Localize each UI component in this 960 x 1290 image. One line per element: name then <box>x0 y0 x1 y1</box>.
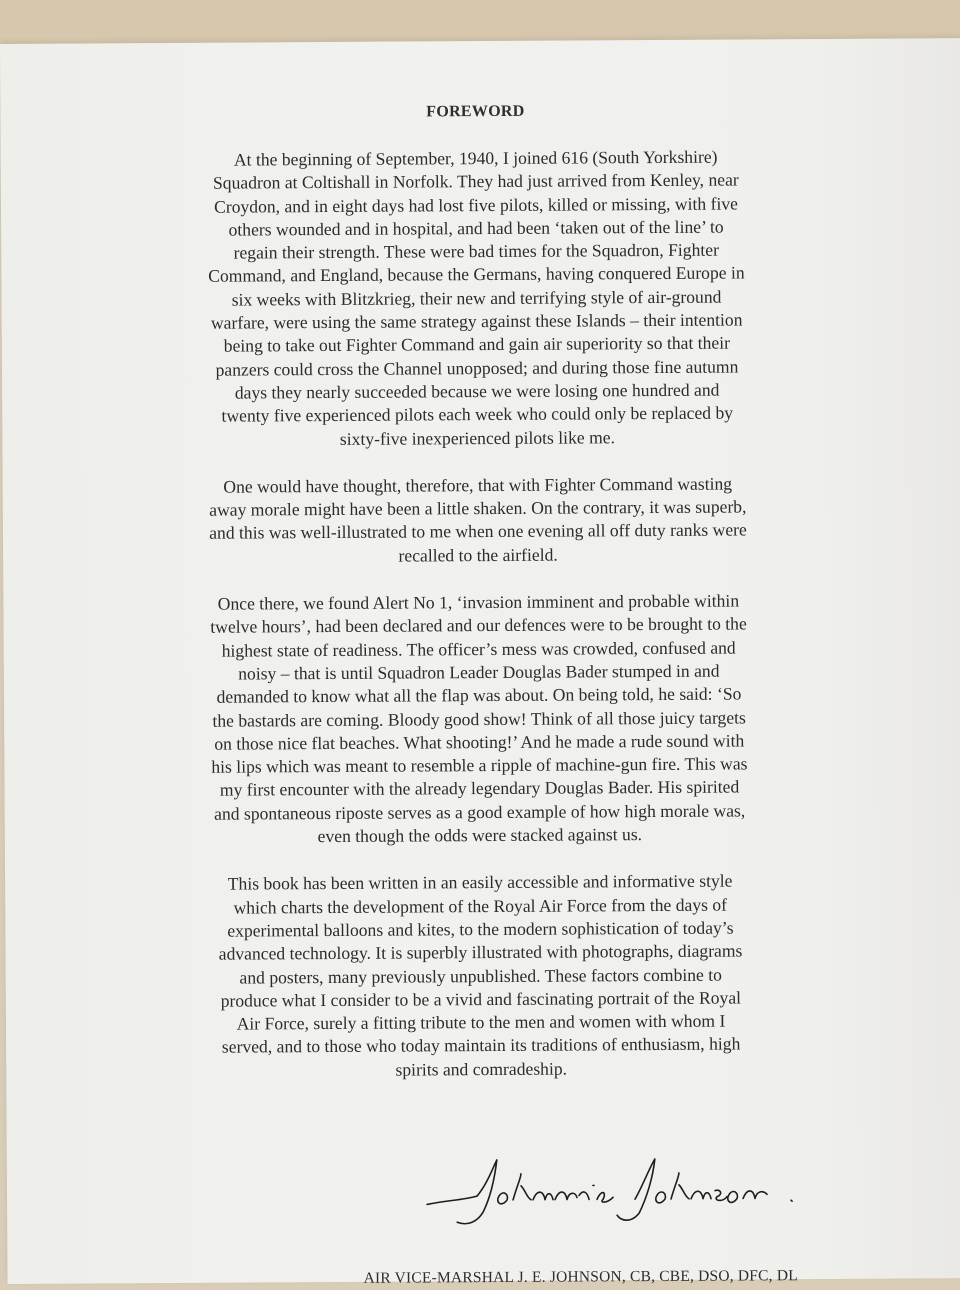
text-line: noisy – that is until Squadron Leader Douglas Bader stumped in and <box>238 660 720 684</box>
text-line: experimental balloons and kites, to the modern sophistication of today’s <box>227 917 734 941</box>
text-line: and spontaneous riposte serves as a good example of how high morale was, <box>214 800 746 824</box>
text-line: others wounded and in hospital, and had been ‘taken out of the line’ to <box>228 216 724 240</box>
foreword-paragraph <box>153 472 804 569</box>
text-line: Croydon, and in eight days had lost five pilots, killed or missing, with five <box>213 193 738 217</box>
text-line: which charts the development of the Royal Air Force from the days of <box>233 894 728 918</box>
foreword-heading: FOREWORD <box>426 102 525 121</box>
text-line: This book has been written in an easily accessible and informative style <box>227 870 733 894</box>
text-line: Air Force, surely a fitting tribute to the men and women with whom I <box>236 1010 726 1034</box>
foreword-body <box>151 145 807 1083</box>
text-line: being to take out Fighter Command and gain air superiority so that their <box>223 332 731 357</box>
text-line: Once there, we found Alert No 1, ‘invasion imminent and probable within <box>217 590 740 614</box>
text-line: recalled to the airfield. <box>398 544 558 566</box>
text-line: on those nice flat beaches. What shooting!’ And he made a rude sound with <box>214 730 745 754</box>
text-line: produce what I consider to be a vivid and fascinating portrait of the Royal <box>220 987 742 1011</box>
foreword-content <box>150 101 806 1107</box>
text-line: away morale might have been a little shaken. On the contrary, it was superb, <box>209 496 747 520</box>
text-line: warfare, were using the same strategy against these Islands – their intention <box>210 309 743 333</box>
foreword-paragraph <box>151 145 803 452</box>
text-line: and posters, many previously unpublished. These factors combine to <box>239 964 722 988</box>
text-line: served, and to those who today maintain its traditions of enthusiasm, high <box>221 1033 741 1058</box>
foreword-paragraph <box>155 869 806 1083</box>
text-line: Command, and England, because the Germans, having conquered Europe in <box>208 262 745 287</box>
text-line: even though the odds were stacked against us. <box>317 824 643 847</box>
text-line: spirits and comradeship. <box>395 1058 568 1080</box>
text-line: One would have thought, therefore, that with Fighter Command wasting <box>223 473 733 497</box>
text-line: panzers could cross the Channel unopposed; and during those fine autumn <box>215 356 739 380</box>
text-line: highest state of readiness. The officer’s mess was crowded, confused and <box>221 637 736 661</box>
text-line: his lips which was meant to resemble a ripple of machine-gun fire. This was <box>211 753 748 777</box>
text-line: At the beginning of September, 1940, I joined 616 (South Yorkshire) <box>233 146 718 170</box>
text-line: six weeks with Blitzkrieg, their new and terrifying style of air-ground <box>231 286 722 310</box>
text-line: twenty five experienced pilots each week who could only be replaced by <box>221 402 734 426</box>
author-attribution: AIR VICE-MARSHAL J. E. JOHNSON, CB, CBE, DSO, DFC, DL <box>363 1267 798 1287</box>
text-line: and this was well-illustrated to me when one evening all off duty ranks were <box>209 519 747 544</box>
text-line: demanded to know what all the flap was about. On being told, he said: ‘So <box>216 683 742 707</box>
text-line: twelve hours’, had been declared and our defences were to be brought to the <box>210 613 747 638</box>
foreword-paragraph <box>153 589 805 849</box>
text-line: advanced technology. It is superbly illustrated with photographs, diagrams <box>218 940 743 964</box>
text-line: sixty-five inexperienced pilots like me. <box>339 426 616 449</box>
book-page <box>0 38 960 1287</box>
text-line: Squadron at Coltishall in Norfolk. They had just arrived from Kenley, near <box>212 169 739 193</box>
text-line: the bastards are coming. Bloody good show! Think of all those juicy targets <box>212 706 746 731</box>
text-line: my first encounter with the already legendary Douglas Bader. His spirited <box>219 776 740 801</box>
signature <box>417 1154 818 1246</box>
text-line: days they nearly succeeded because we were losing one hundred and <box>234 379 720 403</box>
text-line: regain their strength. These were bad times for the Squadron, Fighter <box>233 239 719 263</box>
handwritten-signature-icon <box>417 1154 818 1246</box>
